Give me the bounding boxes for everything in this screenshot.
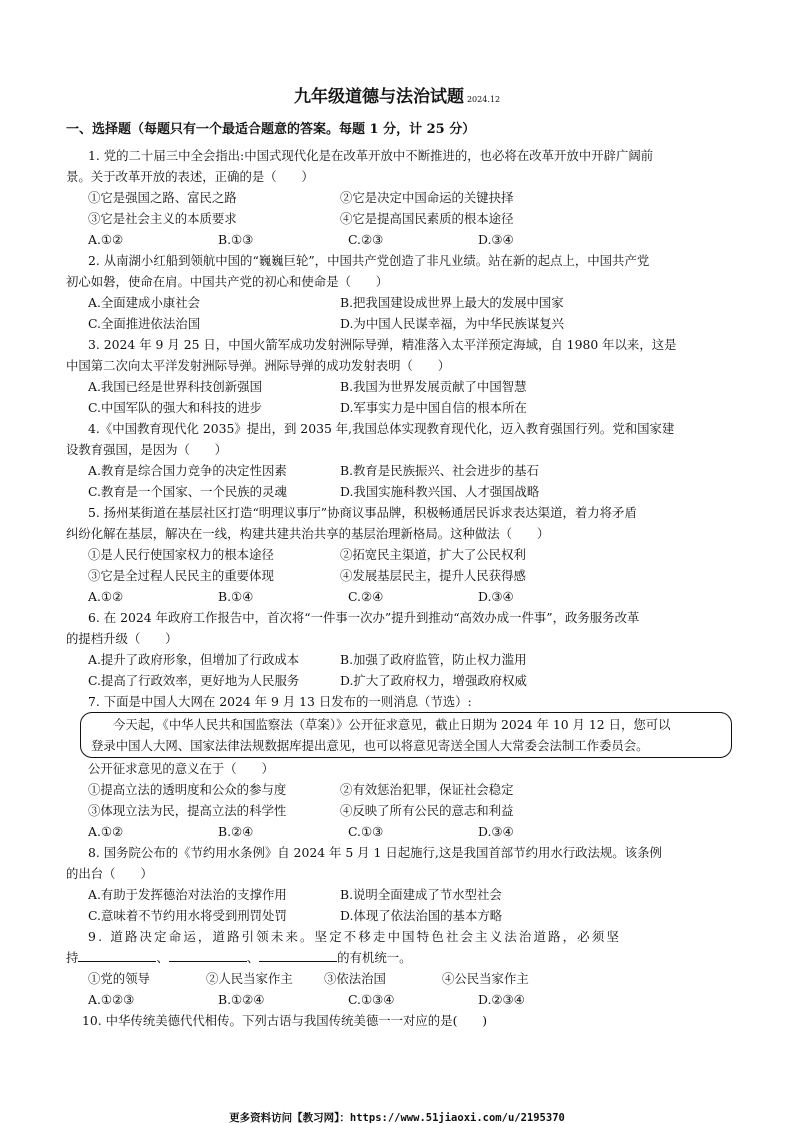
- title-text: 九年级道德与法治试题: [293, 87, 464, 107]
- option-c: C.教育是一个国家、一个民族的灵魂: [88, 484, 287, 499]
- option-d: D.体现了依法治国的基本方略: [340, 908, 503, 923]
- answer-options: [66, 649, 731, 670]
- question-stem: 1. 党的二十届三中全会指出:中国式现代化是在改革开放中不断推进的，也必将在改革开放中开辟广阔前: [88, 148, 654, 163]
- exam-date: 2024.12: [466, 95, 501, 104]
- separator: 、: [156, 950, 169, 965]
- statement-row: [66, 779, 731, 800]
- section-header: 一、选择题（每题只有一个最适合题意的答案。每题 1 分，计 25 分）: [66, 122, 476, 137]
- question-9: [66, 926, 731, 1010]
- question-1: [66, 145, 731, 250]
- question-stem: 纠纷化解在基层，解决在一线，构建共建共治共享的基层治理新格局。这种做法（ ）: [66, 526, 550, 541]
- question-stem: 7. 下面是中国人大网在 2024 年 9 月 13 日发布的一则消息（节选）:: [88, 694, 472, 709]
- option-c: C.提高了行政效率，更好地为人民服务: [88, 673, 300, 688]
- question-stem: 9. 道路决定命运，道路引领未来。坚定不移走中国特色社会主义法治道路，必须坚: [88, 929, 622, 944]
- answer-options: [66, 460, 731, 481]
- quote-text: 登录中国人大网、国家法律法规数据库提出意见，也可以将意见寄送全国人大常委会法制工作委员会。: [91, 738, 649, 753]
- option-d: D.③④: [478, 232, 514, 247]
- option-a: A.①②: [88, 824, 124, 839]
- question-5: [66, 502, 731, 607]
- question-3: [66, 334, 731, 418]
- question-stem: 设教育强国，是因为（ ）: [66, 442, 228, 457]
- option-b: B.教育是民族振兴、社会进步的基石: [340, 463, 539, 478]
- fill-blank[interactable]: [169, 947, 247, 962]
- question-stem: 2. 从南湖小红船到领航中国的“巍巍巨轮”，中国共产党创造了非凡业绩。站在新的起点上，中国共产党: [88, 253, 650, 268]
- statement: ①它是强国之路、富民之路: [88, 190, 237, 205]
- question-2: [66, 250, 731, 334]
- option-b: B.加强了政府监管，防止权力滥用: [340, 652, 527, 667]
- option-b: B.①④: [218, 589, 254, 604]
- statement: ③它是社会主义的本质要求: [88, 211, 237, 226]
- option-c: C.意味着不节约用水将受到刑罚处罚: [88, 908, 287, 923]
- option-d: D.我国实施科教兴国、人才强国战略: [340, 484, 540, 499]
- question-stem: 6. 在 2024 年政府工作报告中，首次将“一件事一次办”提升到推动“高效办成一件事”，政务服务改革: [88, 610, 640, 625]
- option-b: B.①③: [218, 232, 254, 247]
- option-d: D.扩大了政府权力，增强政府权威: [340, 673, 527, 688]
- option-a: A.①②: [88, 589, 124, 604]
- answer-options: [66, 397, 731, 418]
- answer-options: [66, 586, 731, 607]
- answer-options: [66, 821, 731, 842]
- option-d: D.②③④: [478, 992, 525, 1007]
- question-stem: 3. 2024 年 9 月 25 日，中国火箭军成功发射洲际导弹，精准落入太平洋预定海域，自 1980 年以来，这是: [88, 337, 677, 352]
- question-8: [66, 842, 731, 926]
- footer-link[interactable]: 更多资料访问【教习网】：https://www.51jiaoxi.com/u/2195370: [229, 1112, 565, 1124]
- question-stem: 的提档升级（ ）: [66, 631, 178, 646]
- exam-title: [0, 86, 794, 111]
- option-b: B.①②④: [218, 992, 265, 1007]
- option-d: D.③④: [478, 824, 514, 839]
- statement: ②它是决定中国命运的关键抉择: [340, 190, 514, 205]
- question-4: [66, 418, 731, 502]
- question-stem: 5. 扬州某街道在基层社区打造“明理议事厅”协商议事品牌，积极畅通居民诉求表达渠道，着力将矛盾: [88, 505, 637, 520]
- question-stem: 中国第二次向太平洋发射洲际导弹。洲际导弹的成功发射表明（ ）: [66, 358, 451, 373]
- option-a: A.有助于发挥德治对法治的支撑作用: [88, 887, 287, 902]
- question-stem: 10. 中华传统美德代代相传。下列古语与我国传统美德一一对应的是( ): [82, 1013, 488, 1028]
- option-b: B.把我国建设成世界上最大的发展中国家: [340, 295, 564, 310]
- option-b: B.说明全面建成了节水型社会: [340, 887, 502, 902]
- quote-text: 今天起，《中华人民共和国监察法（草案）》公开征求意见，截止日期为 2024 年 10 月 12 日，您可以: [113, 717, 671, 732]
- option-c: C.①③④: [348, 992, 395, 1007]
- statement: ③依法治国: [324, 971, 386, 986]
- answer-options: [66, 989, 731, 1010]
- option-a: A.我国已经是世界科技创新强国: [88, 379, 262, 394]
- option-a: A.①②③: [88, 992, 135, 1007]
- option-b: B.我国为世界发展贡献了中国智慧: [340, 379, 527, 394]
- statement-row: [66, 565, 731, 586]
- question-stem: 8. 国务院公布的《节约用水条例》自 2024 年 5 月 1 日起施行,这是我国首部节约用水行政法规。该条例: [88, 845, 662, 860]
- answer-options: [66, 670, 731, 691]
- answer-options: [66, 313, 731, 334]
- statement: ②人民当家作主: [206, 971, 293, 986]
- statement: ④反映了所有公民的意志和利益: [340, 803, 514, 818]
- option-b: B.②④: [218, 824, 254, 839]
- question-stem: 初心如磐，使命在肩。中国共产党的初心和使命是（ ）: [66, 274, 389, 289]
- statement: ③它是全过程人民民主的重要体现: [88, 568, 274, 583]
- option-d: D.③④: [478, 589, 514, 604]
- question-stem: 的出台（ ）: [66, 866, 153, 881]
- separator: 、: [246, 950, 260, 965]
- question-stem-fill: [66, 947, 731, 968]
- statement: ③体现立法为民，提高立法的科学性: [88, 803, 287, 818]
- option-c: C.全面推进依法治国: [88, 316, 201, 331]
- question-stem: 4.《中国教育现代化 2035》提出，到 2035 年,我国总体实现教育现代化，迈入教育强国行列。党和国家建: [88, 421, 675, 436]
- question-7: [66, 691, 731, 842]
- option-a: A.教育是综合国力竞争的决定性因素: [88, 463, 287, 478]
- question-10: [66, 1010, 731, 1031]
- option-d: D.为中国人民谋幸福，为中华民族谋复兴: [340, 316, 565, 331]
- statement: ①是人民行使国家权力的根本途径: [88, 547, 274, 562]
- stem-text: 的有机统一。: [337, 950, 412, 965]
- statement: ④它是提高国民素质的根本途径: [340, 211, 514, 226]
- statement: ④公民当家作主: [442, 971, 529, 986]
- statement: ①党的领导: [88, 971, 150, 986]
- answer-options: [66, 884, 731, 905]
- questions: [66, 145, 731, 1031]
- option-c: C.中国军队的强大和科技的进步: [88, 400, 263, 415]
- statement: ②拓宽民主渠道，扩大了公民权利: [340, 547, 526, 562]
- answer-options: [66, 292, 731, 313]
- fill-blank[interactable]: [259, 947, 337, 962]
- answer-options: [66, 376, 731, 397]
- option-a: A.①②: [88, 232, 124, 247]
- question-stem: 公开征求意见的意义在于（ ）: [88, 761, 274, 776]
- statement-row: [66, 208, 731, 229]
- answer-options: [66, 229, 731, 250]
- statement: ④发展基层民主，提升人民获得感: [340, 568, 526, 583]
- option-d: D.军事实力是中国自信的根本所在: [340, 400, 527, 415]
- option-c: C.②③: [348, 232, 384, 247]
- stem-text: 持: [66, 950, 79, 965]
- statement: ②有效惩治犯罪，保证社会稳定: [340, 782, 514, 797]
- option-c: C.①③: [348, 824, 384, 839]
- option-a: A.提升了政府形象，但增加了行政成本: [88, 652, 300, 667]
- question-stem: 景。关于改革开放的表述，正确的是（ ）: [66, 169, 314, 184]
- answer-options: [66, 905, 731, 926]
- statement: ①提高立法的透明度和公众的参与度: [88, 782, 287, 797]
- fill-blank[interactable]: [78, 947, 156, 962]
- option-c: C.②④: [348, 589, 384, 604]
- news-quote-box: [80, 712, 732, 758]
- answer-options: [66, 481, 731, 502]
- statement-row: [66, 544, 731, 565]
- option-a: A.全面建成小康社会: [88, 295, 201, 310]
- question-6: [66, 607, 731, 691]
- statement-row: [66, 187, 731, 208]
- statement-row: [66, 800, 731, 821]
- statement-row: [66, 968, 731, 989]
